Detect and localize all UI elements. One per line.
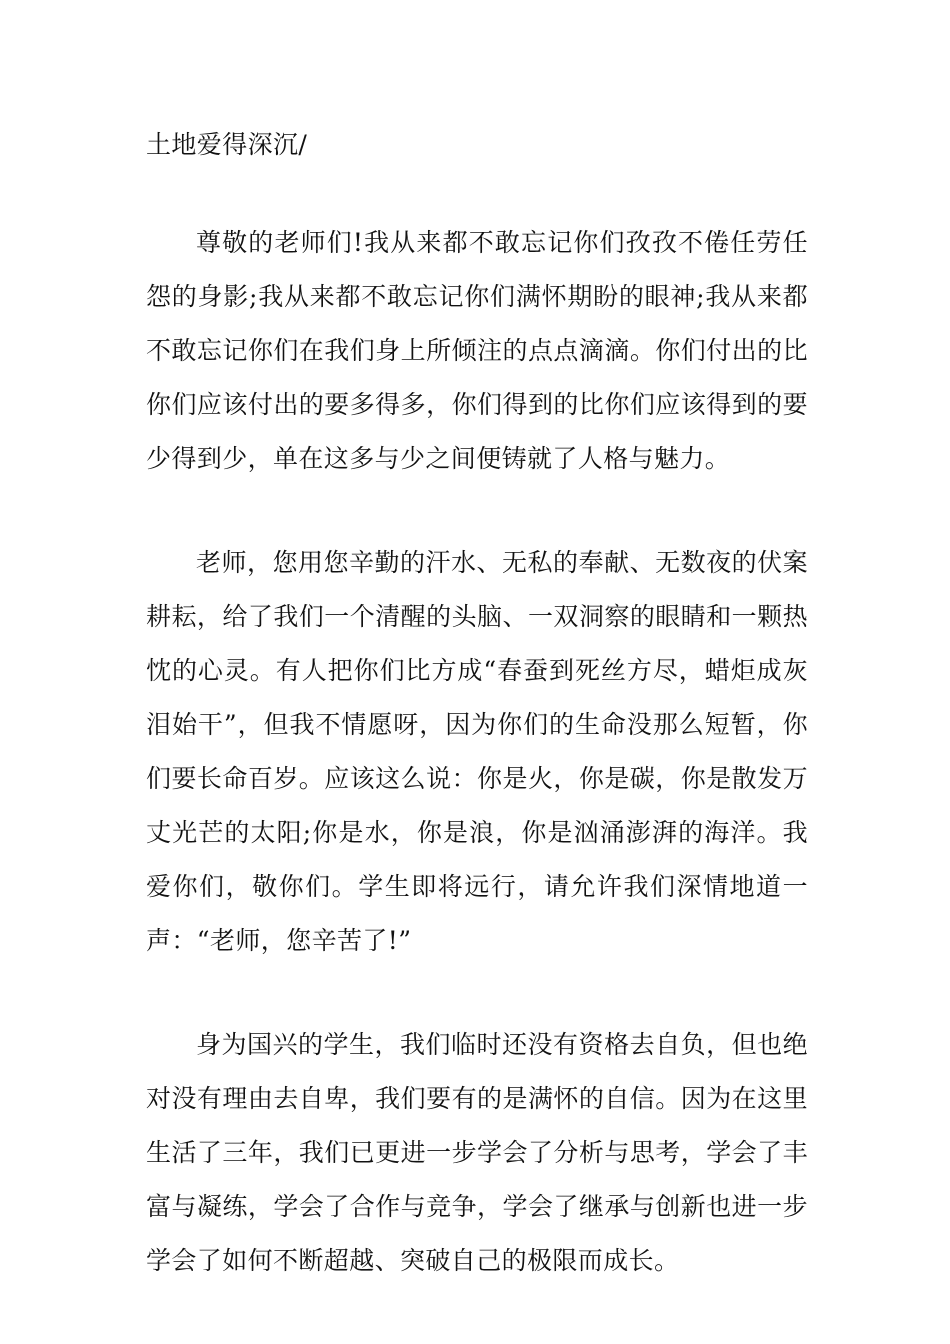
paragraph-confidence: 身为国兴的学生，我们临时还没有资格去自负，但也绝对没有理由去自卑，我们要有的是满怀的自信。因为在这里生活了三年，我们已更进一步学会了分析与思考，学会了丰富与凝练，学会了合作与竞争，学会了继承与创新也进一步学会了如何不断超越、突破自己的极限而成长。	[146, 1030, 808, 1275]
document-heading: 土地爱得深沉/	[146, 130, 308, 159]
paragraph-gratitude: 老师，您用您辛勤的汗水、无私的奉献、无数夜的伏案耕耘，给了我们一个清醒的头脑、一双洞察的眼睛和一颗热忱的心灵。有人把你们比方成“春蚕到死丝方尽，蜡炬成灰泪始干”，但我不情愿呀，因为你们的生命没那么短暂，你们要长命百岁。应该这么说：你是火，你是碳，你是散发万丈光芒的太阳;你是水，你是浪，你是汹涌澎湃的海洋。我爱你们，敬你们。学生即将远行，请允许我们深情地道一声：“老师，您辛苦了!”	[146, 548, 808, 955]
document-page	[146, 118, 808, 1288]
paragraph-teachers: 尊敬的老师们!我从来都不敢忘记你们孜孜不倦任劳任怨的身影;我从来都不敢忘记你们满怀期盼的眼神;我从来都不敢忘记你们在我们身上所倾注的点点滴滴。你们付出的比你们应该付出的要多得多，你们得到的比你们应该得到的要少得到少，单在这多与少之间便铸就了人格与魅力。	[146, 228, 808, 473]
